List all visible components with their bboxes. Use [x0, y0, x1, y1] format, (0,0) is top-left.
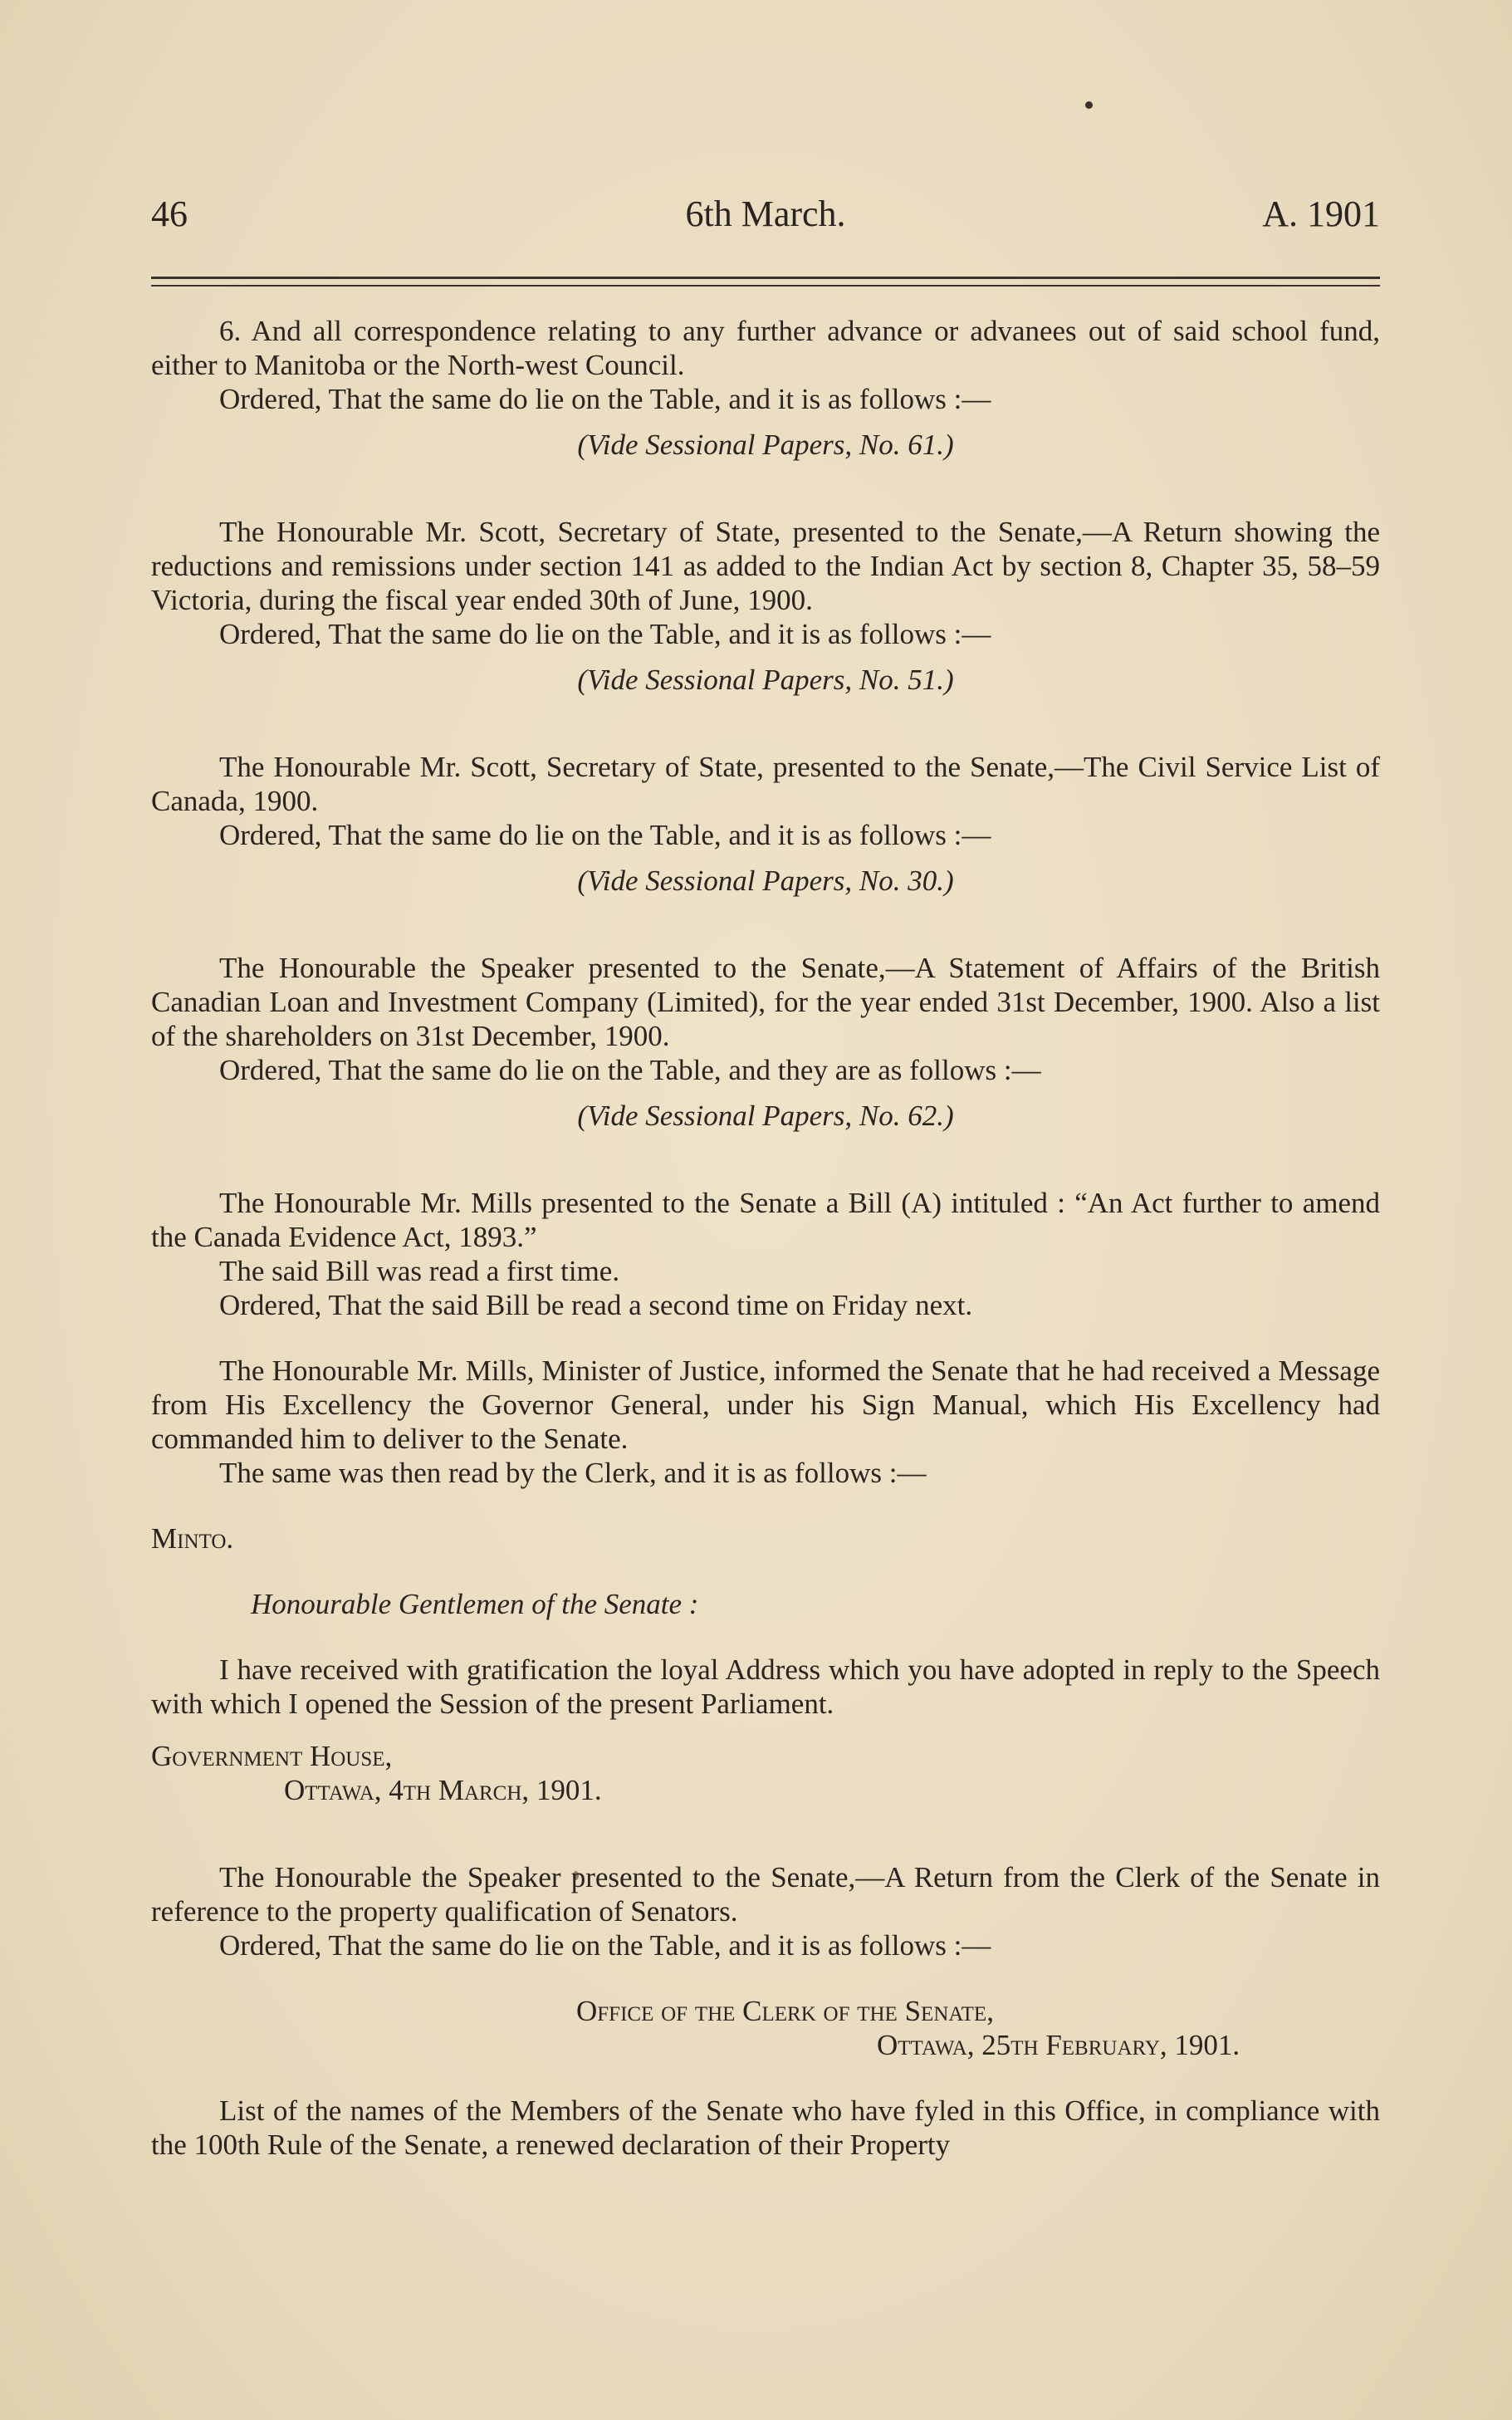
order-line: Ordered, That the same do lie on the Table, and it is as follows :—: [219, 618, 991, 650]
paragraph: The Honourable Mr. Scott, Secretary of State, presented to the Senate,—The Civil Service List of Canada, 1900.: [151, 751, 1380, 817]
journal-body: [151, 314, 1380, 2162]
government-place-date: Ottawa, 4th March, 1901.: [284, 1774, 602, 1806]
page-date: 6th March.: [685, 194, 846, 234]
signatory-minto: Minto.: [151, 1522, 234, 1555]
sessional-paper-reference: (Vide Sessional Papers, No. 51.): [577, 664, 954, 696]
page-number: 46: [151, 194, 188, 234]
government-house: Government House,: [151, 1740, 393, 1772]
office-heading: Office of the Clerk of the Senate,: [576, 1995, 994, 2027]
office-place-date: Ottawa, 25th February, 1901.: [877, 2029, 1240, 2061]
header-rule-bottom: [151, 285, 1380, 287]
page-header: [151, 193, 1380, 242]
sessional-paper-reference: (Vide Sessional Papers, No. 62.): [577, 1100, 954, 1132]
message-text: I have received with gratification the loyal Address which you have adopted in reply to the Speech with which I opened the Session of the present Parliament.: [151, 1653, 1380, 1720]
paragraph: The Honourable the Speaker presented to the Senate,—A Return from the Clerk of the Senate in reference to the property qualification of Senators.: [151, 1861, 1380, 1928]
ink-speck: [1085, 101, 1093, 109]
paragraph: 6. And all correspondence relating to any further advance or advanees out of said school fund, either to Manitoba or the North-west Council.: [151, 315, 1380, 381]
paragraph: The Honourable the Speaker presented to the Senate,—A Statement of Affairs of the British Canadian Loan and Investment Company (Limited), for the year ended 31st December, 1900. Also a list of the shareholders on 31st December, 1900.: [151, 952, 1380, 1052]
paragraph: The Honourable Mr. Scott, Secretary of State, presented to the Senate,—A Return showing the reductions and remissions under section 141 as added to the Indian Act by section 8, Chapter 35, 58–59 Victoria, during the fiscal year ended 30th of June, 1900.: [151, 516, 1380, 616]
salutation: Honourable Gentlemen of the Senate :: [251, 1588, 699, 1620]
order-line: Ordered, That the same do lie on the Table, and it is as follows :—: [219, 1929, 991, 1962]
order-line: Ordered, That the same do lie on the Table, and it is as follows :—: [219, 383, 991, 415]
page-year: A. 1901: [1262, 194, 1380, 234]
list-paragraph: List of the names of the Members of the Senate who have fyled in this Office, in compliance with the 100th Rule of the Senate, a renewed declaration of their Property: [151, 2094, 1380, 2161]
header-rule-top: [151, 277, 1380, 279]
reading-line: The said Bill was read a first time.: [219, 1255, 620, 1287]
sessional-paper-reference: (Vide Sessional Papers, No. 61.): [577, 429, 954, 461]
reading-line: The same was then read by the Clerk, and it is as follows :—: [219, 1457, 927, 1489]
order-line: Ordered, That the same do lie on the Table, and they are as follows :—: [219, 1054, 1041, 1086]
sessional-paper-reference: (Vide Sessional Papers, No. 30.): [577, 865, 954, 897]
paragraph: The Honourable Mr. Mills, Minister of Justice, informed the Senate that he had received a Message from His Excellency the Governor General, under his Sign Manual, which His Excellency had commanded him to deliver to the Senate.: [151, 1355, 1380, 1455]
order-line: Ordered, That the same do lie on the Table, and it is as follows :—: [219, 819, 991, 851]
paragraph: The Honourable Mr. Mills presented to the Senate a Bill (A) intituled : “An Act further to amend the Canada Evidence Act, 1893.”: [151, 1187, 1380, 1253]
order-line: Ordered, That the said Bill be read a second time on Friday next.: [219, 1289, 973, 1321]
